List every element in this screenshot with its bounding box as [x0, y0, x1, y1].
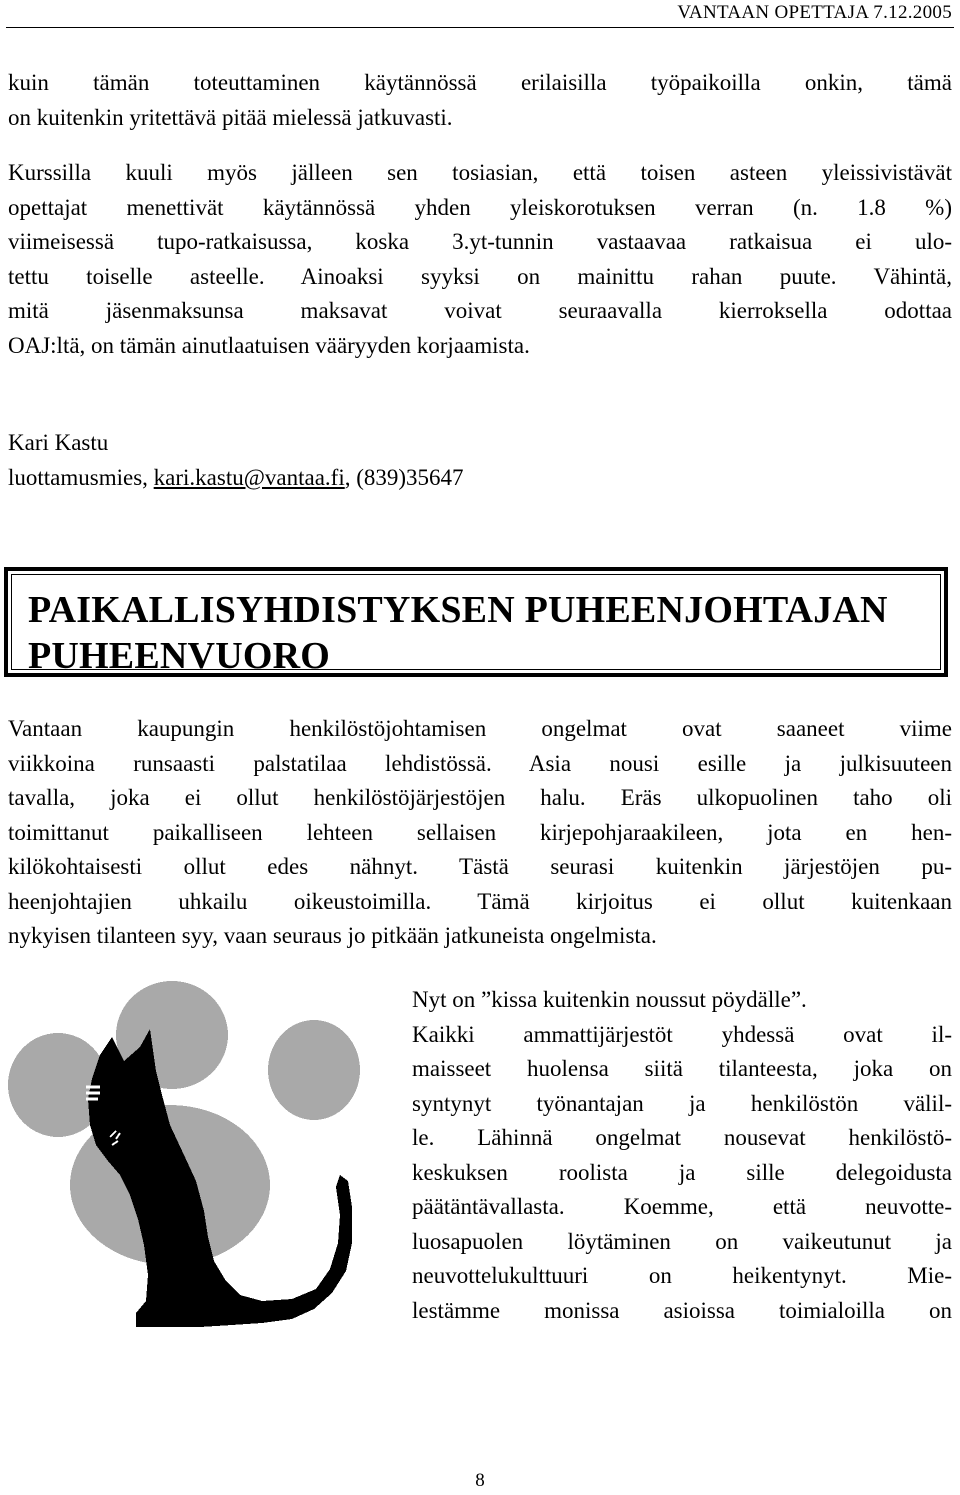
paragraph-intro [8, 66, 952, 135]
title-line: PAIKALLISYHDISTYKSEN PUHEENJOHTAJAN [28, 589, 888, 631]
paragraph-cat-on-table [412, 983, 952, 1328]
text-line: maisseet huolensa siitä tilanteesta, joka on [412, 1056, 952, 1081]
text-line: opettajat menettivät käytännössä yhden yleiskorotuksen verran (n. 1.8 %) [8, 194, 952, 220]
paragraph-course [8, 156, 952, 363]
publication-header: VANTAAN OPETTAJA 7.12.2005 [677, 2, 952, 23]
text-line: Nyt on ”kissa kuitenkin noussut pöydälle”. [412, 987, 807, 1012]
page-header [0, 0, 960, 30]
signature-contact [8, 461, 464, 496]
text-line: kuin tämän toteuttaminen käytännössä erilaisilla työpaikoilla onkin, tämä [8, 70, 952, 95]
text-line: Vantaan kaupungin henkilöstöjohtamisen ongelmat ovat saaneet viime [8, 716, 952, 741]
text-line: viimeisessä tupo-ratkaisussa, koska 3.yt-tunnin vastaavaa ratkaisua ei ulo- [8, 229, 952, 254]
page-number: 8 [475, 1470, 485, 1491]
text-line: luosapuolen löytäminen on vaikeutunut ja [412, 1228, 952, 1254]
email-link[interactable]: kari.kastu@vantaa.fi [153, 465, 345, 490]
text-line: neuvottelukulttuuri on heikentynyt. Mie- [412, 1263, 952, 1288]
text-line: mitä jäsenmaksunsa maksavat voivat seuraavalla kierroksella odottaa [8, 298, 952, 323]
header-divider [6, 27, 954, 28]
text-line: OAJ:ltä, on tämän ainutlaatuisen vääryyden korjaamista. [8, 332, 530, 358]
text-line: on kuitenkin yritettävä pitää mielessä jatkuvasti. [8, 104, 453, 130]
paragraph-chair-statement [8, 712, 952, 954]
text-line: le. Lähinnä ongelmat nousevat henkilöstö- [412, 1125, 952, 1150]
cat-paw-icon [0, 975, 400, 1345]
text-line: viikkoina runsaasti palstatilaa lehdistössä. Asia nousi esille ja julkisuuteen [8, 750, 952, 776]
text-line: tettu toiselle asteelle. Ainoaksi syyksi on mainittu rahan puute. Vähintä, [8, 263, 952, 289]
signature-phone: , (839)35647 [344, 465, 464, 490]
title-line: PUHEENVUORO [28, 635, 330, 677]
signature-role: luottamusmies, [8, 465, 154, 490]
section-title [28, 587, 888, 679]
text-line: syntynyt työnantajan ja henkilöstön välil- [412, 1090, 952, 1116]
text-line: lestämme monissa asioissa toimialoilla on [412, 1297, 952, 1323]
text-line: nykyisen tilanteen syy, vaan seuraus jo pitkään jatkuneista ongelmista. [8, 923, 657, 948]
text-line: Kaikki ammattijärjestöt yhdessä ovat il- [412, 1021, 952, 1047]
text-line: heenjohtajien uhkailu oikeustoimilla. Tämä kirjoitus ei ollut kuitenkaan [8, 888, 952, 914]
text-line: tavalla, joka ei ollut henkilöstöjärjestöjen halu. Eräs ulkopuolinen taho oli [8, 785, 952, 810]
text-line: toimittanut paikalliseen lehteen sellaisen kirjepohjaraakileen, jota en hen- [8, 819, 952, 845]
text-line: Kurssilla kuuli myös jälleen sen tosiasian, että toisen asteen yleissivistävät [8, 160, 952, 185]
text-line: keskuksen roolista ja sille delegoidusta [412, 1159, 952, 1185]
signature-name: Kari Kastu [8, 430, 109, 455]
text-line: kilökohtaisesti ollut edes nähnyt. Tästä seurasi kuitenkin järjestöjen pu- [8, 854, 952, 879]
paw-pad [268, 1020, 360, 1120]
text-line: päätäntävallasta. Koemme, että neuvotte- [412, 1194, 952, 1219]
section-title-box [4, 567, 948, 677]
